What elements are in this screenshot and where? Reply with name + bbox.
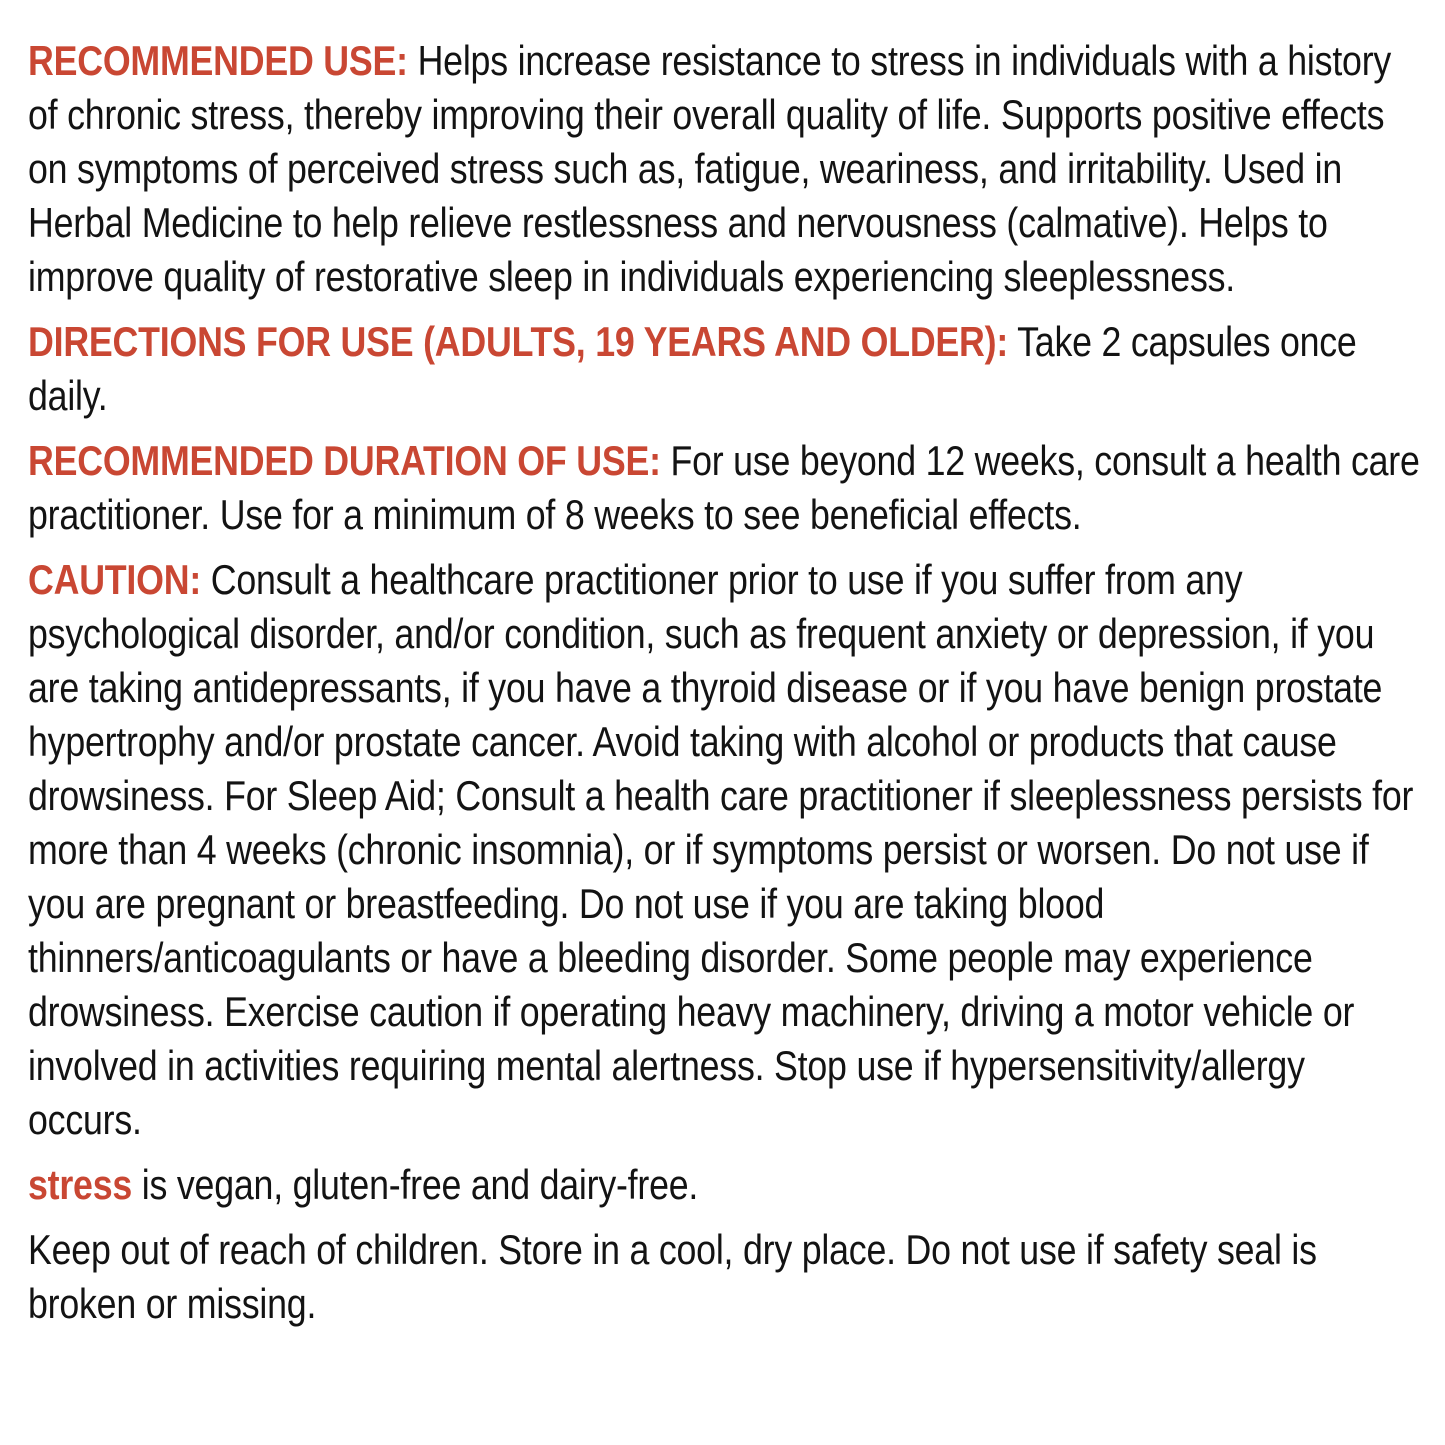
directions-paragraph [28, 315, 1424, 423]
storage-warning-paragraph [28, 1223, 1424, 1331]
recommended-use-heading: RECOMMENDED USE: [28, 37, 408, 84]
product-traits-paragraph [28, 1158, 1424, 1212]
caution-heading: CAUTION: [28, 556, 202, 603]
directions-heading: DIRECTIONS FOR USE (ADULTS, 19 YEARS AND OLDER): [28, 318, 1009, 365]
product-traits-text: is vegan, gluten-free and dairy-free. [132, 1161, 699, 1208]
storage-warning-text: Keep out of reach of children. Store in a cool, dry place. Do not use if safety seal is broken or missing. [28, 1226, 1317, 1327]
caution-paragraph [28, 553, 1424, 1147]
duration-paragraph [28, 434, 1424, 542]
duration-heading: RECOMMENDED DURATION OF USE: [28, 437, 661, 484]
recommended-use-paragraph [28, 34, 1424, 304]
recommended-use-text: Helps increase resistance to stress in individuals with a history of chronic stress, thereby improving their overall quality of life. Supports positive effects on symptoms of perceived stress such as, fatigue, weariness, and irritability. Used in Herbal Medicine to help relieve restlessness and nervousness (calmative). Helps to improve quality of restorative sleep in individuals experiencing sleeplessness. [28, 37, 1392, 300]
directions-text: Take 2 capsules once daily. [28, 318, 1357, 419]
duration-text: For use beyond 12 weeks, consult a health care practitioner. Use for a minimum of 8 weeks to see beneficial effects. [28, 437, 1420, 538]
product-name: stress [28, 1161, 133, 1208]
caution-text: Consult a healthcare practitioner prior to use if you suffer from any psychological disorder, and/or condition, such as frequent anxiety or depression, if you are taking antidepressants, if you have a thyroid disease or if you have benign prostate hypertrophy and/or prostate cancer. Avoid taking with alcohol or products that cause drowsiness. For Sleep Aid; Consult a health care practitioner if sleeplessness persists for more than 4 weeks (chronic insomnia), or if symptoms persist or worsen. Do not use if you are pregnant or breastfeeding. Do not use if you are taking blood thinners/anticoagulants or have a bleeding disorder. Some people may experience drowsiness. Exercise caution if operating heavy machinery, driving a motor vehicle or involved in activities requiring mental alertness. Stop use if hypersensitivity/allergy occurs. [28, 556, 1414, 1143]
label-text-block [28, 34, 1424, 1331]
